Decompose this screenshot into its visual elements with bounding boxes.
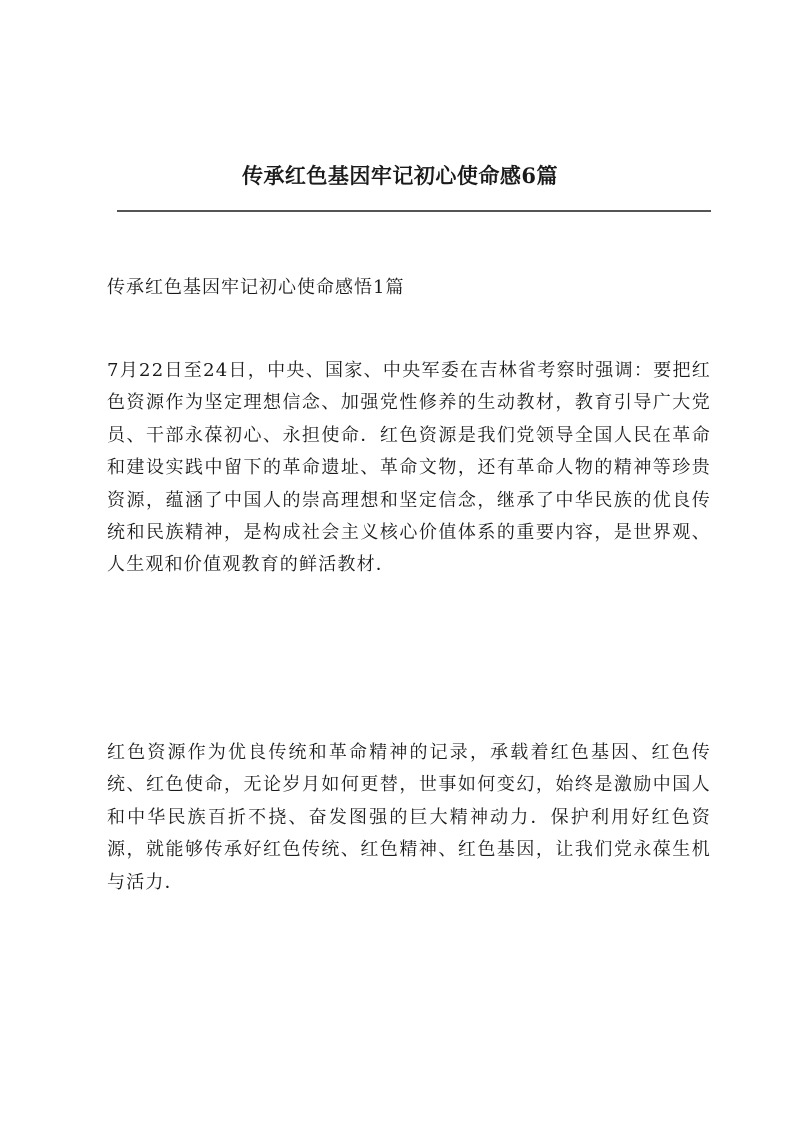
body-paragraph-1: 7月22日至24日，中央、国家、中央军委在吉林省考察时强调：要把红色资源作为坚定理想信念、加强党性修养的生动教材，教育引导广大党员、干部永葆初心、永担使命．红色资源是我们党领导全国人民在革命和建设实践中留下的革命遗址、革命文物，还有革命人物的精神等珍贵资源，蕴涵了中国人的崇高理想和坚定信念，继承了中华民族的优良传统和民族精神，是构成社会主义核心价值体系的重要内容，是世界观、人生观和价值观教育的鲜活教材． (107, 360, 711, 576)
title-divider (117, 210, 711, 212)
body-paragraph-2: 红色资源作为优良传统和革命精神的记录，承载着红色基因、红色传统、红色使命，无论岁月如何更替，世事如何变幻，始终是激励中国人和中华民族百折不挠、奋发图强的巨大精神动力．保护利用好红色资源，就能够传承好红色传统、红色精神、红色基因，让我们党永葆生机与活力． (107, 742, 711, 893)
document-title: 传承红色基因牢记初心使命感6篇 (241, 163, 559, 188)
section-heading: 传承红色基因牢记初心使命感悟1篇 (107, 277, 405, 298)
